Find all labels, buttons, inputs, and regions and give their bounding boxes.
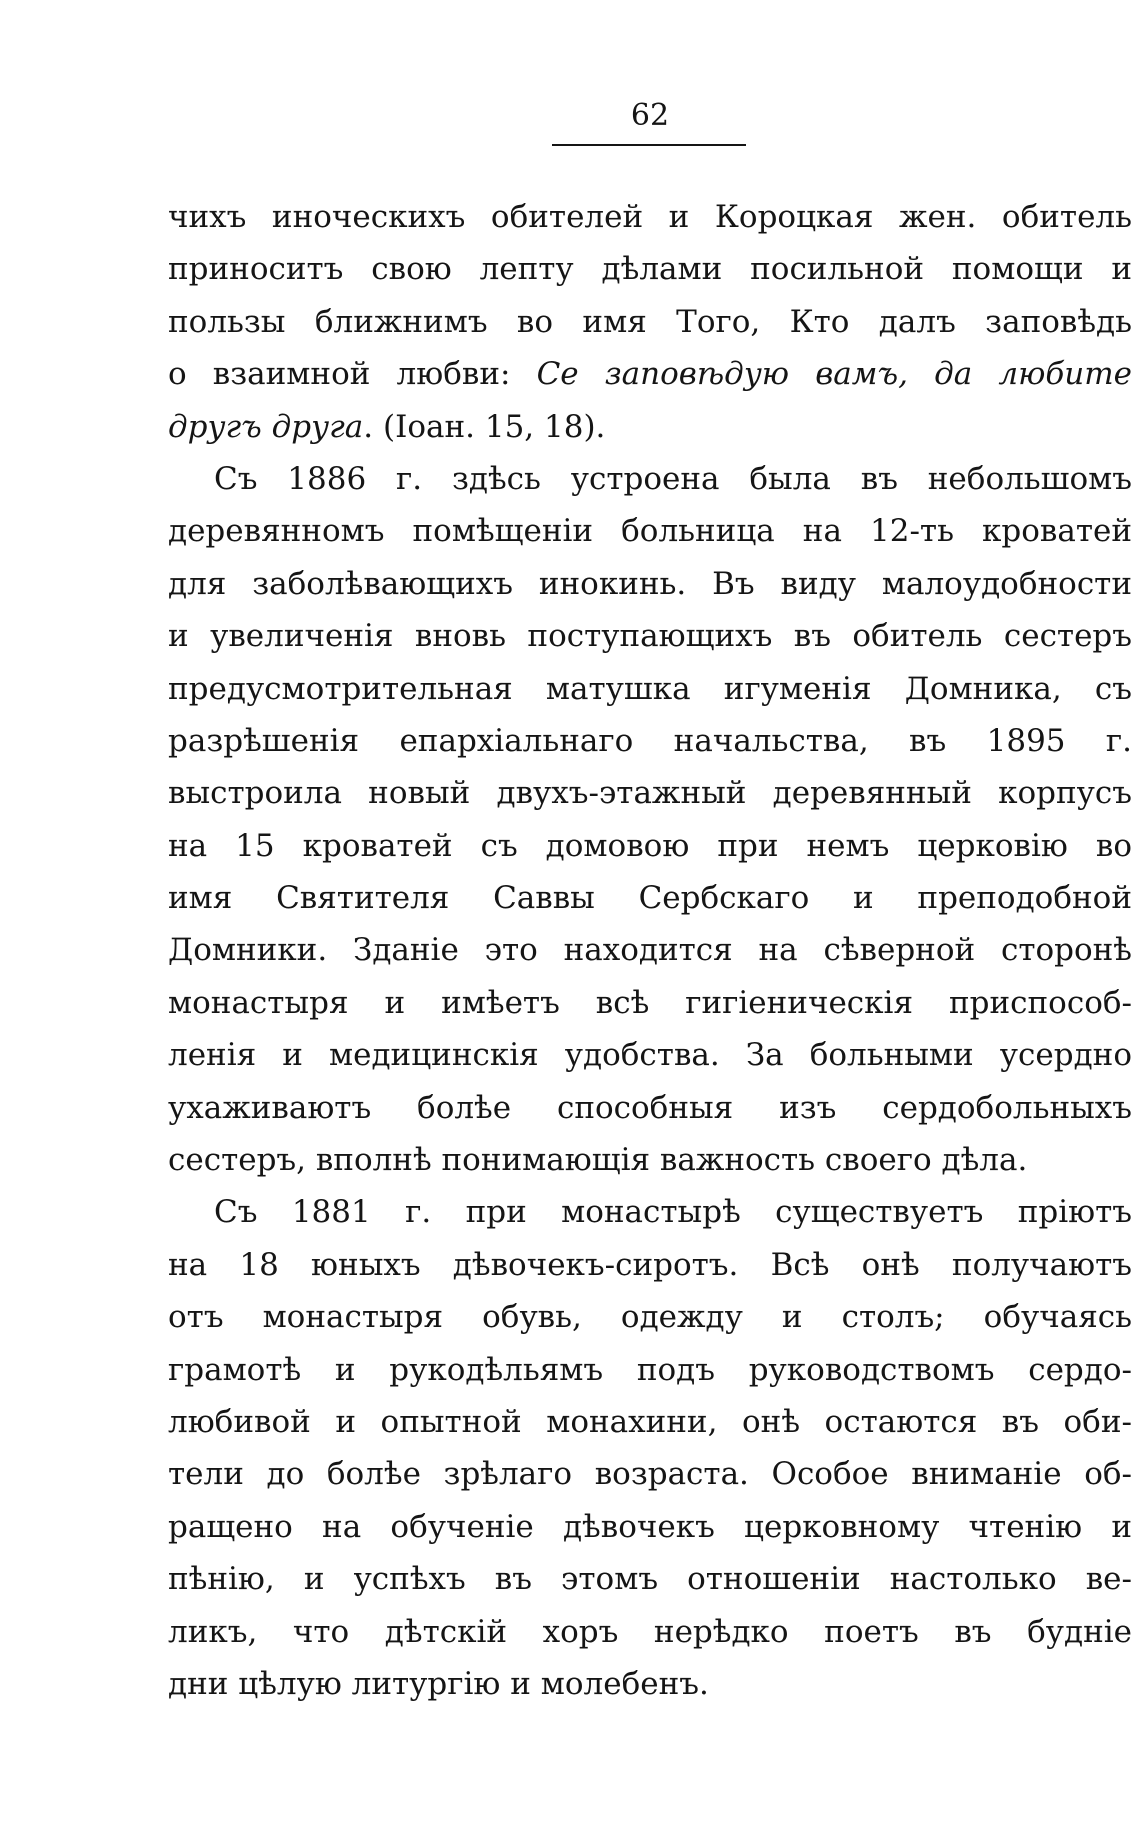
text-run: . (Іоан. 15, 18).: [363, 408, 606, 445]
text-line: [168, 1344, 1132, 1396]
text-line: [168, 1501, 1132, 1553]
text-run: о взаимной любви:: [168, 356, 537, 393]
text-run: грамотѣ и рукодѣльямъ подъ руководствомъ сердо-: [168, 1351, 1132, 1388]
text-run: пѣнію, и успѣхъ въ этомъ отношеніи настолько ве-: [168, 1561, 1132, 1598]
text-line: [168, 1396, 1132, 1448]
text-line: [168, 1186, 1132, 1238]
text-line: [168, 505, 1132, 557]
text-line: [168, 610, 1132, 662]
text-line: [168, 977, 1132, 1029]
text-run: на 15 кроватей съ домовою при немъ церковію во: [168, 827, 1132, 864]
text-line: [168, 767, 1132, 819]
text-line: [168, 820, 1132, 872]
paragraph: [168, 453, 1132, 1186]
text-line: [168, 1658, 1132, 1710]
text-run: Домники. Зданіе это находится на сѣверной сторонѣ: [168, 932, 1132, 969]
text-run: предусмотрительная матушка игуменія Домника, съ: [168, 670, 1132, 707]
text-run: деревянномъ помѣщеніи больница на 12-ть кроватей: [168, 513, 1132, 550]
text-run: ухаживаютъ болѣе способныя изъ сердобольныхъ: [168, 1089, 1132, 1126]
text-line: [168, 663, 1132, 715]
text-line: [168, 348, 1132, 400]
text-line: [168, 715, 1132, 767]
text-run: тели до болѣе зрѣлаго возраста. Особое вниманіе об-: [168, 1456, 1132, 1493]
text-line: [168, 1134, 1132, 1186]
text-run: дни цѣлую литургію и молебенъ.: [168, 1665, 709, 1702]
text-line: [168, 1448, 1132, 1500]
text-run: пользы ближнимъ во имя Того, Кто далъ заповѣдь: [168, 303, 1132, 340]
text-run: Съ 1881 г. при монастырѣ существуетъ пріютъ: [214, 1194, 1132, 1231]
text-run: разрѣшенія епархіальнаго начальства, въ 1895 г.: [168, 722, 1132, 759]
text-run: и увеличенія вновь поступающихъ въ обитель сестеръ: [168, 618, 1132, 655]
header-rule: [552, 144, 746, 146]
text-run: приноситъ свою лепту дѣлами посильной помощи и: [168, 251, 1132, 288]
text-line: [168, 401, 1132, 453]
text-run: отъ монастыря обувь, одежду и столъ; обучаясь: [168, 1299, 1132, 1336]
text-run: ращено на обученіе дѣвочекъ церковному чтенію и: [168, 1508, 1132, 1545]
text-run: любивой и опытной монахини, онѣ остаются въ оби-: [168, 1403, 1132, 1440]
italic-text: другъ друга: [168, 408, 364, 445]
italic-text: Се заповѣдую вамъ, да любите: [536, 356, 1132, 393]
text-line: [168, 191, 1132, 243]
body-text: [168, 191, 1132, 1710]
text-run: монастыря и имѣетъ всѣ гигіеническія приспособ-: [168, 984, 1132, 1021]
text-line: [168, 1082, 1132, 1134]
text-run: Съ 1886 г. здѣсь устроена была въ небольшомъ: [214, 460, 1132, 497]
text-line: [168, 1291, 1132, 1343]
text-run: выстроила новый двухъ-этажный деревянный корпусъ: [168, 775, 1132, 812]
text-line: [168, 558, 1132, 610]
text-line: [168, 1239, 1132, 1291]
text-line: [168, 453, 1132, 505]
text-line: [168, 1606, 1132, 1658]
text-line: [168, 1029, 1132, 1081]
paragraph: [168, 1186, 1132, 1710]
text-line: [168, 243, 1132, 295]
paragraph: [168, 191, 1132, 453]
text-run: ликъ, что дѣтскій хоръ нерѣдко поетъ въ будніе: [168, 1613, 1132, 1650]
text-run: на 18 юныхъ дѣвочекъ-сиротъ. Всѣ онѣ получаютъ: [168, 1246, 1132, 1283]
text-line: [168, 924, 1132, 976]
text-run: имя Святителя Саввы Сербскаго и преподобной: [168, 880, 1132, 917]
page-number: 62: [630, 98, 670, 133]
text-run: чихъ иноческихъ обителей и Короцкая жен. обитель: [168, 199, 1132, 235]
text-run: ленія и медицинскія удобства. За больными усердно: [168, 1037, 1132, 1074]
text-run: сестеръ, вполнѣ понимающія важность своего дѣла.: [168, 1142, 1028, 1179]
text-line: [168, 296, 1132, 348]
text-line: [168, 1553, 1132, 1605]
text-line: [168, 872, 1132, 924]
text-run: для заболѣвающихъ инокинь. Въ виду малоудобности: [168, 565, 1132, 602]
